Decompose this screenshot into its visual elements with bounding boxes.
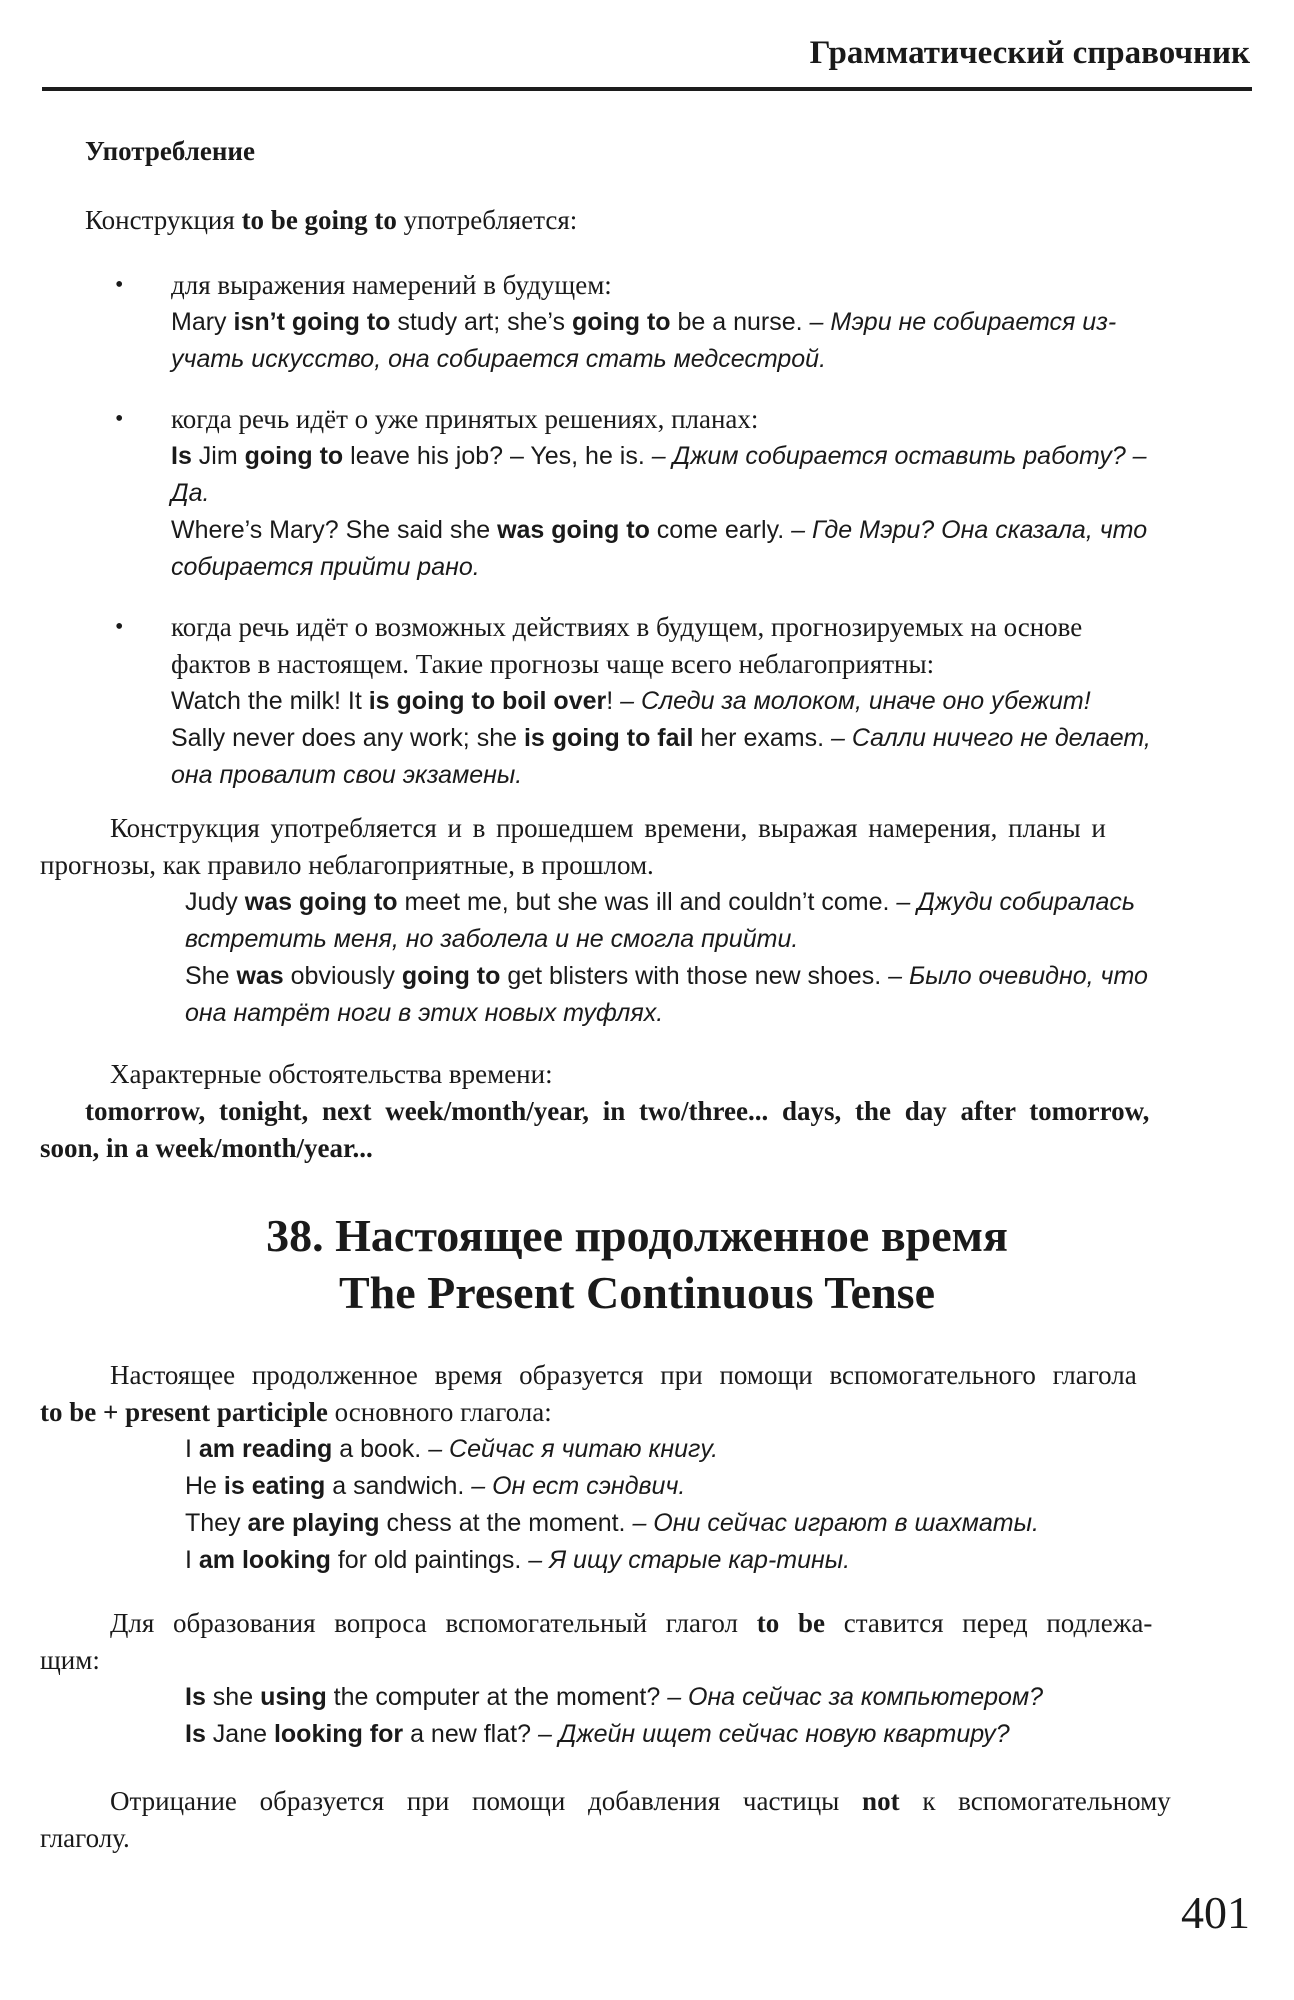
question-examples [185,1679,1294,1753]
running-header [0,0,1294,72]
bullet-icon: • [115,272,124,298]
bullet-item-intentions [115,267,1294,378]
formation-paragraph [40,1357,1258,1431]
body-line: Настоящее продолженное время образуется при помощи вспомогательного глагола [110,1360,1137,1390]
body-line: Отрицание образуется при помощи добавления частицы not к вспомогательному [110,1786,1171,1816]
example-line: Mary isn’t going to study art; she’s going to be a nurse. – Мэри не собирается из- [171,308,1117,336]
bullet-lead-line: фактов в настоящем. Такие прогнозы чаще всего неблагоприятны: [171,649,935,679]
example-line: встретить меня, но заболела и не смогла прийти. [185,925,799,953]
bullet-item-predictions [115,609,1294,794]
bullet-icon: • [115,614,124,640]
past-examples-block [185,884,1294,1032]
construction-intro-line: Конструкция to be going to употребляется: [85,205,578,235]
example-line: Is she using the computer at the moment? – Она сейчас за компьютером? [185,1683,1044,1711]
example-line: она натрёт ноги в этих новых туфлях. [185,999,664,1027]
adverbials-list [40,1093,1258,1167]
body-line: щим: [40,1645,100,1675]
section-heading [0,1207,1274,1321]
negation-paragraph [40,1783,1258,1857]
example-line: Sally never does any work; she is going to fail her exams. – Салли ничего не делает, [171,724,1151,752]
usage-bullet-list [0,267,1294,794]
bullet-icon: • [115,406,124,432]
bullet-content [171,267,1116,378]
adverbials-line: tomorrow, tonight, next week/month/year, in two/three... days, the day after tomorrow, [85,1096,1150,1126]
body-line: глаголу. [40,1823,130,1853]
question-paragraph [40,1605,1258,1679]
example-line: I am looking for old paintings. – Я ищу старые кар-тины. [185,1546,851,1574]
bullet-lead-line: для выражения намерений в будущем: [171,270,612,300]
header-title: Грамматический справочник [809,35,1250,71]
usage-heading: Употребление [85,136,255,166]
bullet-lead-line: когда речь идёт о уже принятых решениях, планах: [171,404,759,434]
example-line: She was obviously going to get blisters with those new shoes. – Было очевидно, что [185,962,1148,990]
body-line: Конструкция употребляется и в прошедшем времени, выражая намерения, планы и [110,813,1106,843]
body-line: прогнозы, как правило неблагоприятные, в прошлом. [40,850,654,880]
page-number: 401 [1181,1887,1250,1938]
body-line: Для образования вопроса вспомогательный глагол to be ставится перед подлежа- [110,1608,1153,1638]
example-line: учать искусство, она собирается стать медсестрой. [171,345,827,373]
example-line: Is Jim going to leave his job? – Yes, he is. – Джим собирается оставить работу? – [171,442,1147,470]
example-line: Is Jane looking for a new flat? – Джейн ищет сейчас новую квартиру? [185,1720,1010,1748]
section-title-en: The Present Continuous Tense [338,1267,935,1318]
bullet-lead-line: когда речь идёт о возможных действиях в будущем, прогнозируемых на основе [171,612,1083,642]
example-line: Watch the milk! It is going to boil over! – Следи за молоком, иначе оно убежит! [171,687,1091,715]
header-rule [42,87,1252,91]
example-line: Judy was going to meet me, but she was ill and couldn’t come. – Джуди собиралась [185,888,1136,916]
past-tense-paragraph [40,810,1258,884]
body-line: to be + present participle основного глагола: [40,1397,552,1427]
bullet-content [171,401,1147,586]
present-continuous-examples [185,1431,1294,1579]
example-line: она провалит свои экзамены. [171,761,523,789]
bullet-item-decisions [115,401,1294,586]
example-line: собирается прийти рано. [171,553,480,581]
body-line: Характерные обстоятельства времени: [110,1059,553,1089]
bullet-content [171,609,1151,794]
example-line: Where’s Mary? She said she was going to come early. – Где Мэри? Она сказала, что [171,516,1148,544]
example-line: Да. [171,479,210,507]
adverbials-label [40,1056,1258,1093]
adverbials-line: soon, in a week/month/year... [40,1133,373,1163]
example-line: I am reading a book. – Сейчас я читаю книгу. [185,1435,719,1463]
example-line: They are playing chess at the moment. – Они сейчас играют в шахматы. [185,1509,1039,1537]
section-title-ru: 38. Настоящее продолженное время [266,1210,1008,1261]
example-line: He is eating a sandwich. – Он ест сэндвич. [185,1472,686,1500]
